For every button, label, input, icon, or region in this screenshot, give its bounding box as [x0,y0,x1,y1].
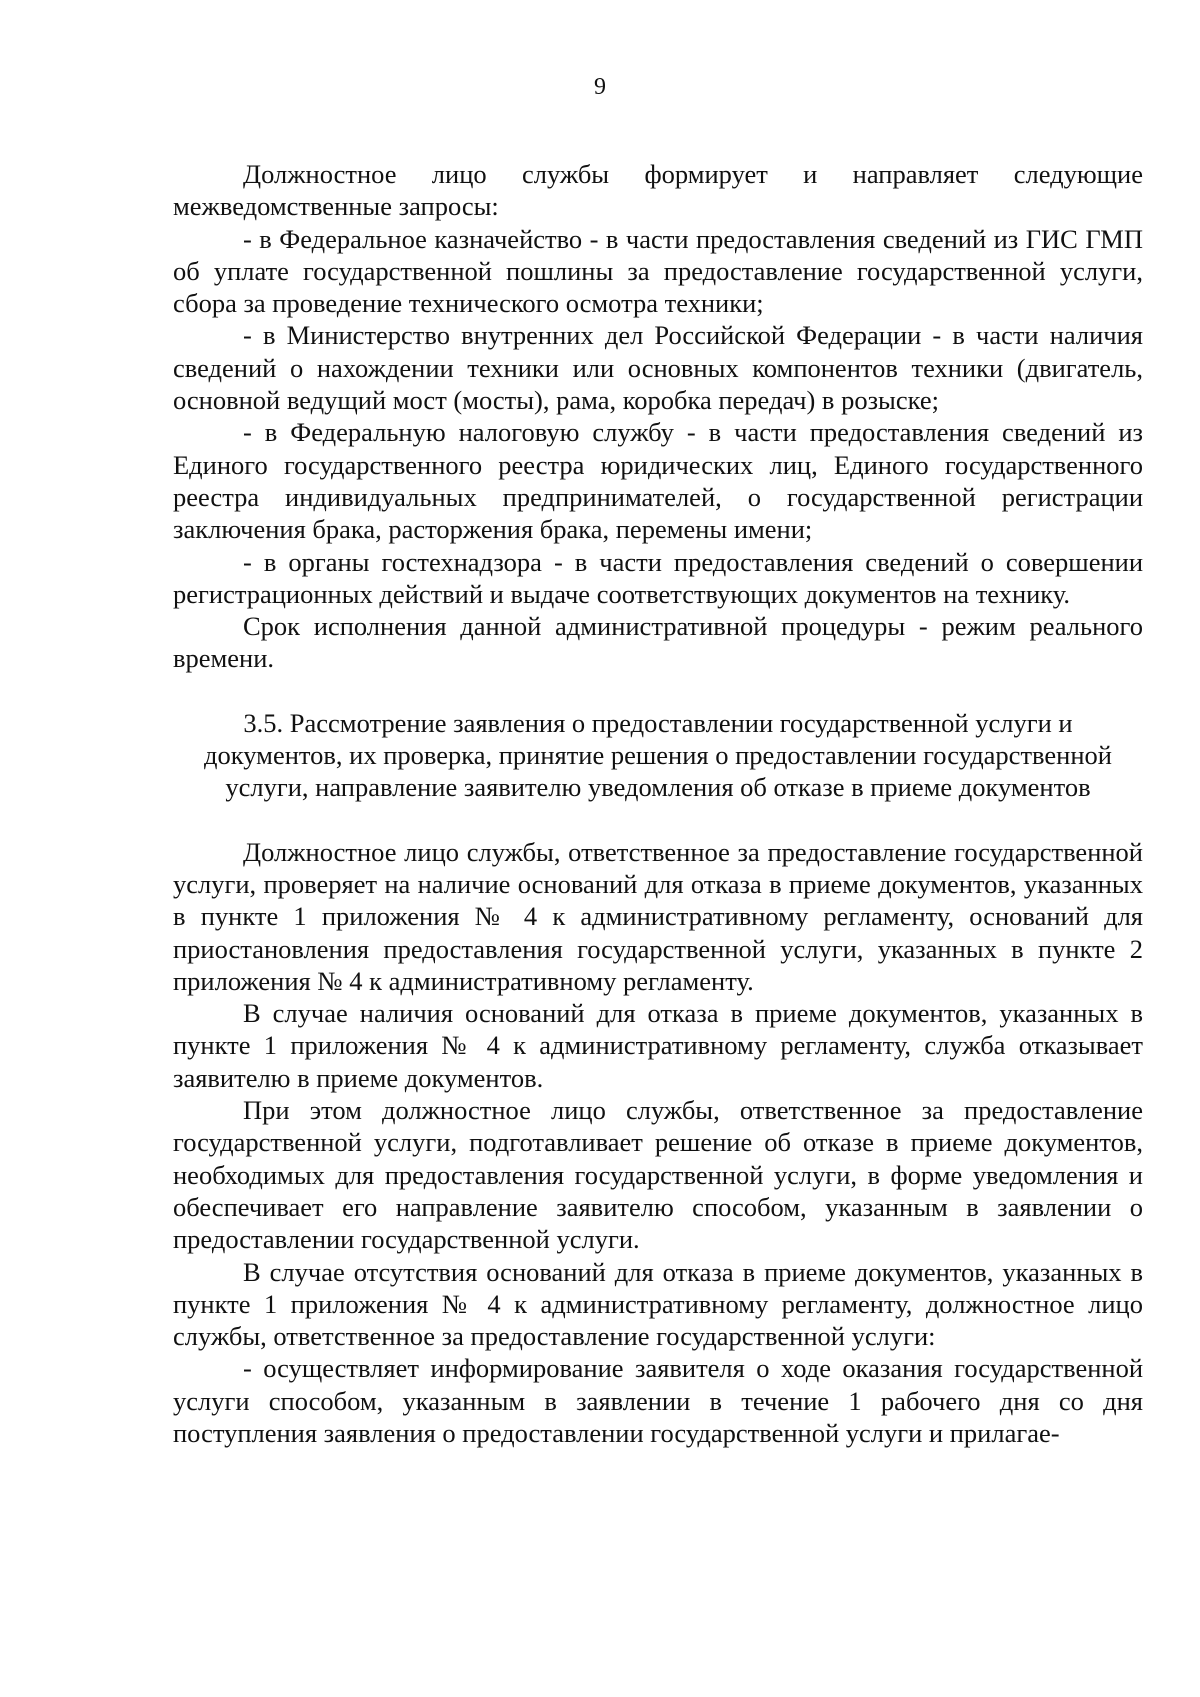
paragraph-no-grounds-case: В случае отсутствия оснований для отказа в приеме документов, указанных в пункте 1 приложения № 4 к административному регламенту, должностное лицо службы, ответственное за предоставление государственной услуги: [173,1256,1143,1352]
section-heading-line: услуги, направление заявителю уведомления об отказе в приеме документов [225,772,1091,803]
paragraph-interagency-requests: Должностное лицо службы формирует и направляет следующие межведомственные запросы: [173,159,1143,222]
paragraph-interior-ministry-request: - в Министерство внутренних дел Российской Федерации - в части наличия сведений о нахождении техники или основных компонентов техники (двигатель, основной ведущий мост (мосты), рама, коробка передач) в розыске; [173,320,1143,416]
paragraph-tax-service-request: - в Федеральную налоговую службу - в части предоставления сведений из Единого государственного реестра юридических лиц, Единого государственного реестра индивидуальных предпринимателей, о государственной регистрации заключения брака, расторжения брака, перемены имени; [173,417,1143,545]
paragraph-gostekhnadzor-request: - в органы гостехнадзора - в части предоставления сведений о совершении регистрационных действий и выдаче соответствующих документов на технику. [173,546,1143,609]
paragraph-refusal-notice: При этом должностное лицо службы, ответственное за предоставление государственной услуги, подготавливает решение об отказе в приеме документов, необходимых для предоставления государственной услуги, в форме уведомления и обеспечивает его направление заявителю способом, указанным в заявлении о предоставлении государственной услуги. [173,1095,1143,1255]
paragraph-check-grounds: Должностное лицо службы, ответственное за предоставление государственной услуги, проверяет на наличие оснований для отказа в приеме документов, указанных в пункте 1 приложения № 4 к административному регламенту, оснований для приостановления предоставления государственной услуги, указанных в пункте 2 приложения № 4 к административному регламенту. [173,836,1143,996]
paragraph-treasury-request: - в Федеральное казначейство - в части предоставления сведений из ГИС ГМП об уплате государственной пошлины за предоставление государственной услуги, сбора за проведение технического осмотра техники; [173,223,1143,319]
page-number: 9 [594,74,606,100]
section-heading-3-5 [173,707,1143,804]
paragraph-refusal-case: В случае наличия оснований для отказа в приеме документов, указанных в пункте 1 приложения № 4 к административному регламенту, служба отказывает заявителю в приеме документов. [173,998,1143,1093]
paragraph-informing-applicant: - осуществляет информирование заявителя о ходе оказания государственной услуги способом, указанным в заявлении в течение 1 рабочего дня со дня поступления заявления о предоставлении государственной услуги и прилагае- [173,1353,1143,1448]
section-heading-line: документов, их проверка, принятие решения о предоставлении государственной [204,740,1112,771]
document-body [173,158,1143,1449]
section-heading-line: 3.5. Рассмотрение заявления о предоставлении государственной услуги и [243,707,1073,738]
paragraph-procedure-deadline: Срок исполнения данной административной процедуры - режим реального времени. [173,611,1143,674]
